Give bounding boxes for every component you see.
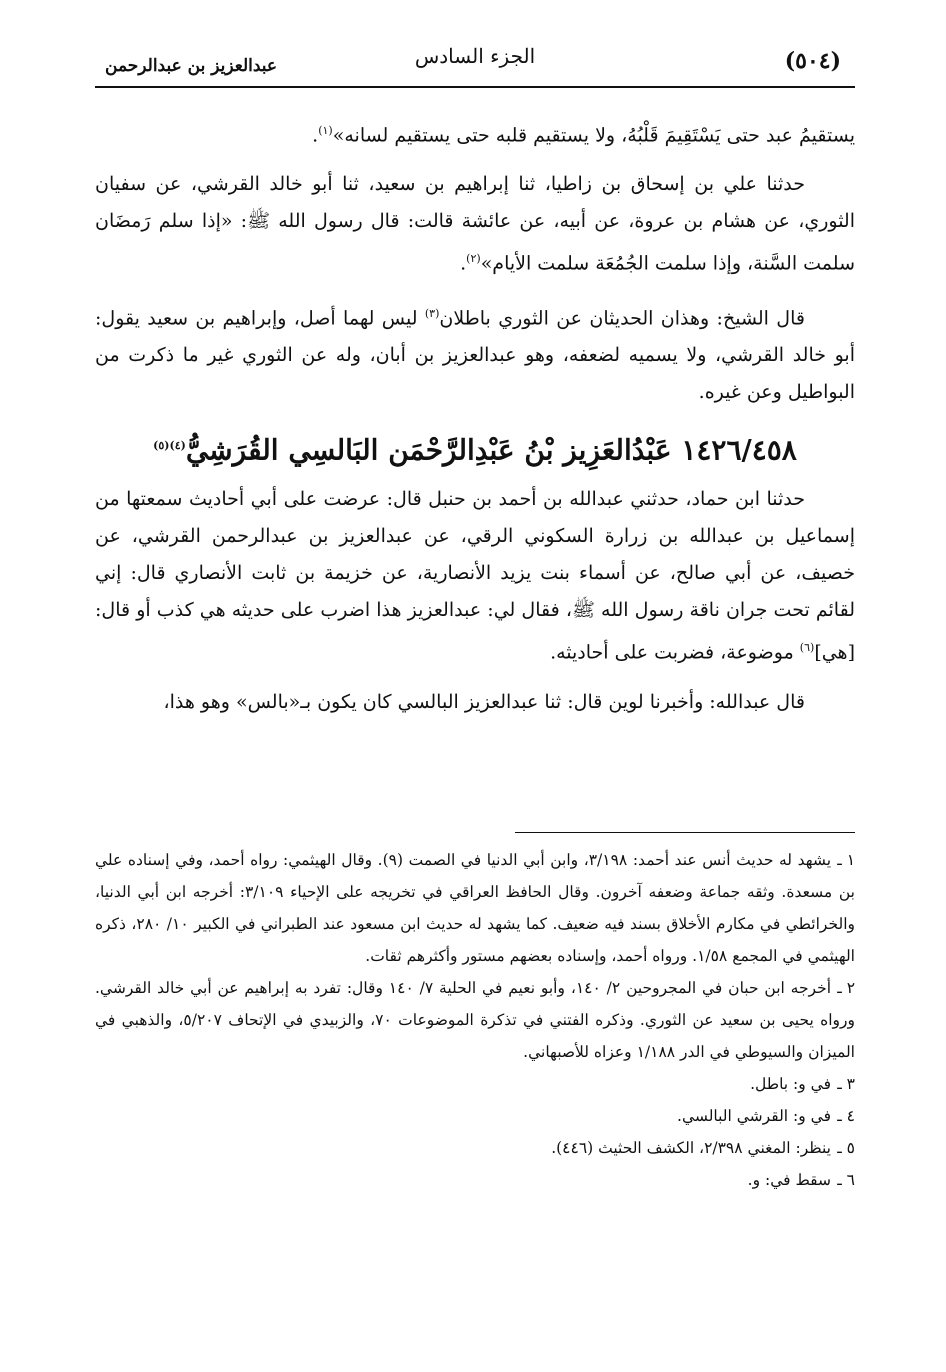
main-text [95,112,855,733]
paragraph-4-text-b: موضوعة، فضربت على أحاديثه. [550,641,800,664]
footnote-ref-6: (٦) [799,641,815,655]
footnote-1 [95,844,855,972]
paragraph-3 [95,295,855,411]
entry-title [95,423,855,473]
footnote-5 [95,1132,855,1164]
footnote-text: في و: القرشي البالسي. [677,1107,831,1125]
footnotes [95,844,855,1196]
footnote-ref-1: (١) [318,124,333,137]
footnote-3 [95,1068,855,1100]
book-page [95,40,855,1340]
footnote-number: ٣ ـ [837,1075,855,1093]
page-number: (٥٠٤) [784,48,841,74]
footnote-4 [95,1100,855,1132]
footnote-2 [95,972,855,1068]
running-title: عبدالعزيز بن عبدالرحمن [105,56,278,76]
footnote-number: ١ ـ [837,851,856,869]
entry-title-text: ١٤٢٦/٤٥٨ عَبْدُالعَزِيز بْنُ عَبْدِالرَّحْمَن البَالسِي القُرَشِيُّ [185,433,797,467]
footnote-separator [515,832,855,833]
paragraph-1-text: يستقيمُ عبد حتى يَسْتَقِيمَ قَلْبُهُ، ولا يستقيم قلبه حتى يستقيم لسانه» [332,124,855,147]
paragraph-5: قال عبدالله: وأخبرنا لوين قال: ثنا عبدالعزيز البالسي كان يكون بـ«بالس» وهو هذا، [163,690,805,713]
footnote-number: ٤ ـ [837,1107,855,1125]
footnote-text: في و: باطل. [750,1075,831,1093]
footnote-text: ينظر: المغني ٢/٣٩٨، الكشف الحثيث (٤٤٦). [551,1139,831,1157]
footnote-ref-2: (٢) [466,252,481,266]
paragraph-4 [95,481,855,671]
paragraph-1: يستقيمُ عبد حتى يَسْتَقِيمَ قَلْبُهُ، ولا يستقيم قلبه حتى يستقيم لسانه»$^{(١)}$. [312,124,855,147]
footnote-number: ٢ ـ [837,979,856,997]
paragraph-2: حدثنا علي بن إسحاق بن زاطيا، ثنا إبراهيم بن سعيد، ثنا أبو خالد القرشي، عن سفيان الثوري، عن هشام بن عروة، عن أبيه، عن عائشة قالت: قال رسول الله ﷺ: «إذا سلم رَمضَان سلمت السَّنة، وإذا سلمت الجُمُعَة سلمت الأيام»$^{(٢)}$. [95,173,855,275]
footnote-ref-3: (٣) [424,306,440,320]
paragraph-3-text-b: ليس لهما أصل، وإبراهيم بن سعيد يقول: أبو خالد القرشي، ولا يسميه لضعفه، وهو عبدالعزيز بن أبان، وله عن الثوري غير ما ذكرت من البواطيل وعن غيره. [95,306,855,403]
footnote-number: ٥ ـ [837,1139,855,1157]
page-header [95,40,855,88]
footnote-ref-4-5: (٤)(٥) [153,438,186,452]
footnote-text: يشهد له حديث أنس عند أحمد: ٣/١٩٨، وابن أبي الدنيا في الصمت (٩). وقال الهيثمي: رواه أحمد، وفي إسناده علي بن مسعدة. وثقه جماعة وضعفه آخرون. وقال الحافظ العراقي في تخريجه على الإحياء ٣/١٠٩: أخرجه ابن أبي الدنيا، والخرائطي في مكارم الأخلاق بسند فيه ضعيف. كما يشهد له حديث ابن مسعود عند الطبراني في الكبير ١٠/ ٢٨٠، ذكره الهيثمي في المجمع ١/٥٨. ورواه أحمد، وإسناده بعضهم مستور وأكثرهم ثقات. [95,851,856,965]
paragraph-3-text-a: قال الشيخ: وهذان الحديثان عن الثوري باطلان [439,306,805,329]
footnote-text: أخرجه ابن حبان في المجروحين ٢/ ١٤٠، وأبو نعيم في الحلية ٧/ ١٤٠ وقال: تفرد به إبراهيم عن أبي خالد القرشي. ورواه يحيى بن سعيد عن الثوري. وذكره الفتني في تذكرة الموضوعات ٧٠، والزبيدي في الإتحاف ٥/٢٠٧، والذهبي في الميزان والسيوطي في الدر ١/١٨٨ وعزاه للأصبهاني. [95,979,856,1061]
footnote-text: سقط في: و. [747,1171,831,1189]
part-title: الجزء السادس [414,44,536,68]
paragraph-4-text-a: حدثنا ابن حماد، حدثني عبدالله بن أحمد بن حنبل قال: عرضت على أبي أحاديث سمعتها من إسماعيل بن عبدالله بن زرارة السكوني الرقي، عن عبدالعزيز بن عبدالرحمن القرشي، عن خصيف، عن أبي صالح، عن أسماء بنت يزيد الأنصارية، عن خزيمة بن ثابت الأنصاري قال: إني لقائم تحت جران ناقة رسول الله ﷺ، فقال لي: عبدالعزيز هذا اضرب على حديثه هي كذب أو قال: [هي] [95,488,855,664]
footnote-6 [95,1164,855,1196]
paragraph-2-text: حدثنا علي بن إسحاق بن زاطيا، ثنا إبراهيم بن سعيد، ثنا أبو خالد القرشي، عن سفيان الثوري، عن هشام بن عروة، عن أبيه، عن عائشة قالت: قال رسول الله ﷺ: «إذا سلم رَمضَان سلمت السَّنة، وإذا سلمت الجُمُعَة سلمت الأيام» [95,173,855,275]
footnote-number: ٦ ـ [837,1171,855,1189]
